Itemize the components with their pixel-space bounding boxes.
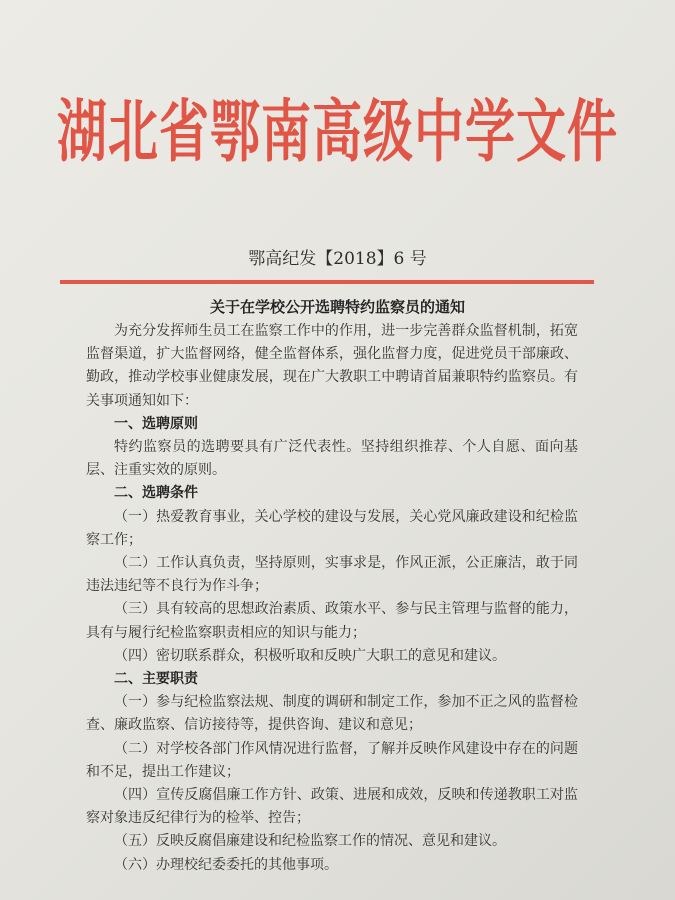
document-number: 鄂高纪发【2018】6 号 <box>248 249 427 269</box>
section-paragraph: 特约监察员的选聘要具有广泛代表性。坚持组织推荐、个人自愿、面向基层、注重实效的原则。 <box>86 439 578 479</box>
section-heading: 二、选聘条件 <box>114 485 198 502</box>
document-header-title: 湖北省鄂南高级中学文件 <box>57 91 618 172</box>
notice-title: 关于在学校公开选聘特约监察员的通知 <box>209 298 465 316</box>
section-paragraph: （一）参与纪检监察法规、制度的调研和制定工作，参加不正之风的监督检查、廉政监察、信访接待等，提供咨询、建议和意见； <box>86 694 578 734</box>
intro-paragraph: 为充分发挥师生员工在监察工作中的作用，进一步完善群众监督机制，拓宽监督渠道，扩大监督网络，健全监督体系，强化监督力度，促进党员干部廉政、勤政，推动学校事业健康发展，现在广大教职工中聘请首届兼职特约监察员。有关事项通知如下： <box>86 323 578 409</box>
section-paragraph: （六）办理校纪委委托的其他事项。 <box>114 856 338 873</box>
section-heading: 二、主要职责 <box>114 671 198 688</box>
notice-body <box>86 320 578 877</box>
section-paragraph: （二）对学校各部门作风情况进行监督，了解并反映作风建设中存在的问题和不足，提出工作建议； <box>86 740 578 780</box>
section-paragraph: （四）宣传反腐倡廉工作方针、政策、进展和成效，反映和传递教职工对监察对象违反纪律行为的检举、控告； <box>86 787 578 827</box>
section-paragraph: （三）具有较高的思想政治素质、政策水平、参与民主管理与监督的能力，具有与履行纪检监察职责相应的知识与能力； <box>86 601 578 641</box>
section-paragraph: （五）反映反腐倡廉建设和纪检监察工作的情况、意见和建议。 <box>114 833 506 850</box>
section-heading: 一、选聘原则 <box>114 415 198 432</box>
section-paragraph: （一）热爱教育事业，关心学校的建设与发展，关心党风廉政建设和纪检监察工作； <box>86 508 578 548</box>
section-paragraph: （四）密切联系群众，积极听取和反映广大职工的意见和建议。 <box>114 647 506 664</box>
red-divider-line <box>60 280 594 284</box>
section-paragraph: （二）工作认真负责，坚持原则，实事求是，作风正派，公正廉洁，敢于同违法违纪等不良行为作斗争； <box>86 555 578 595</box>
